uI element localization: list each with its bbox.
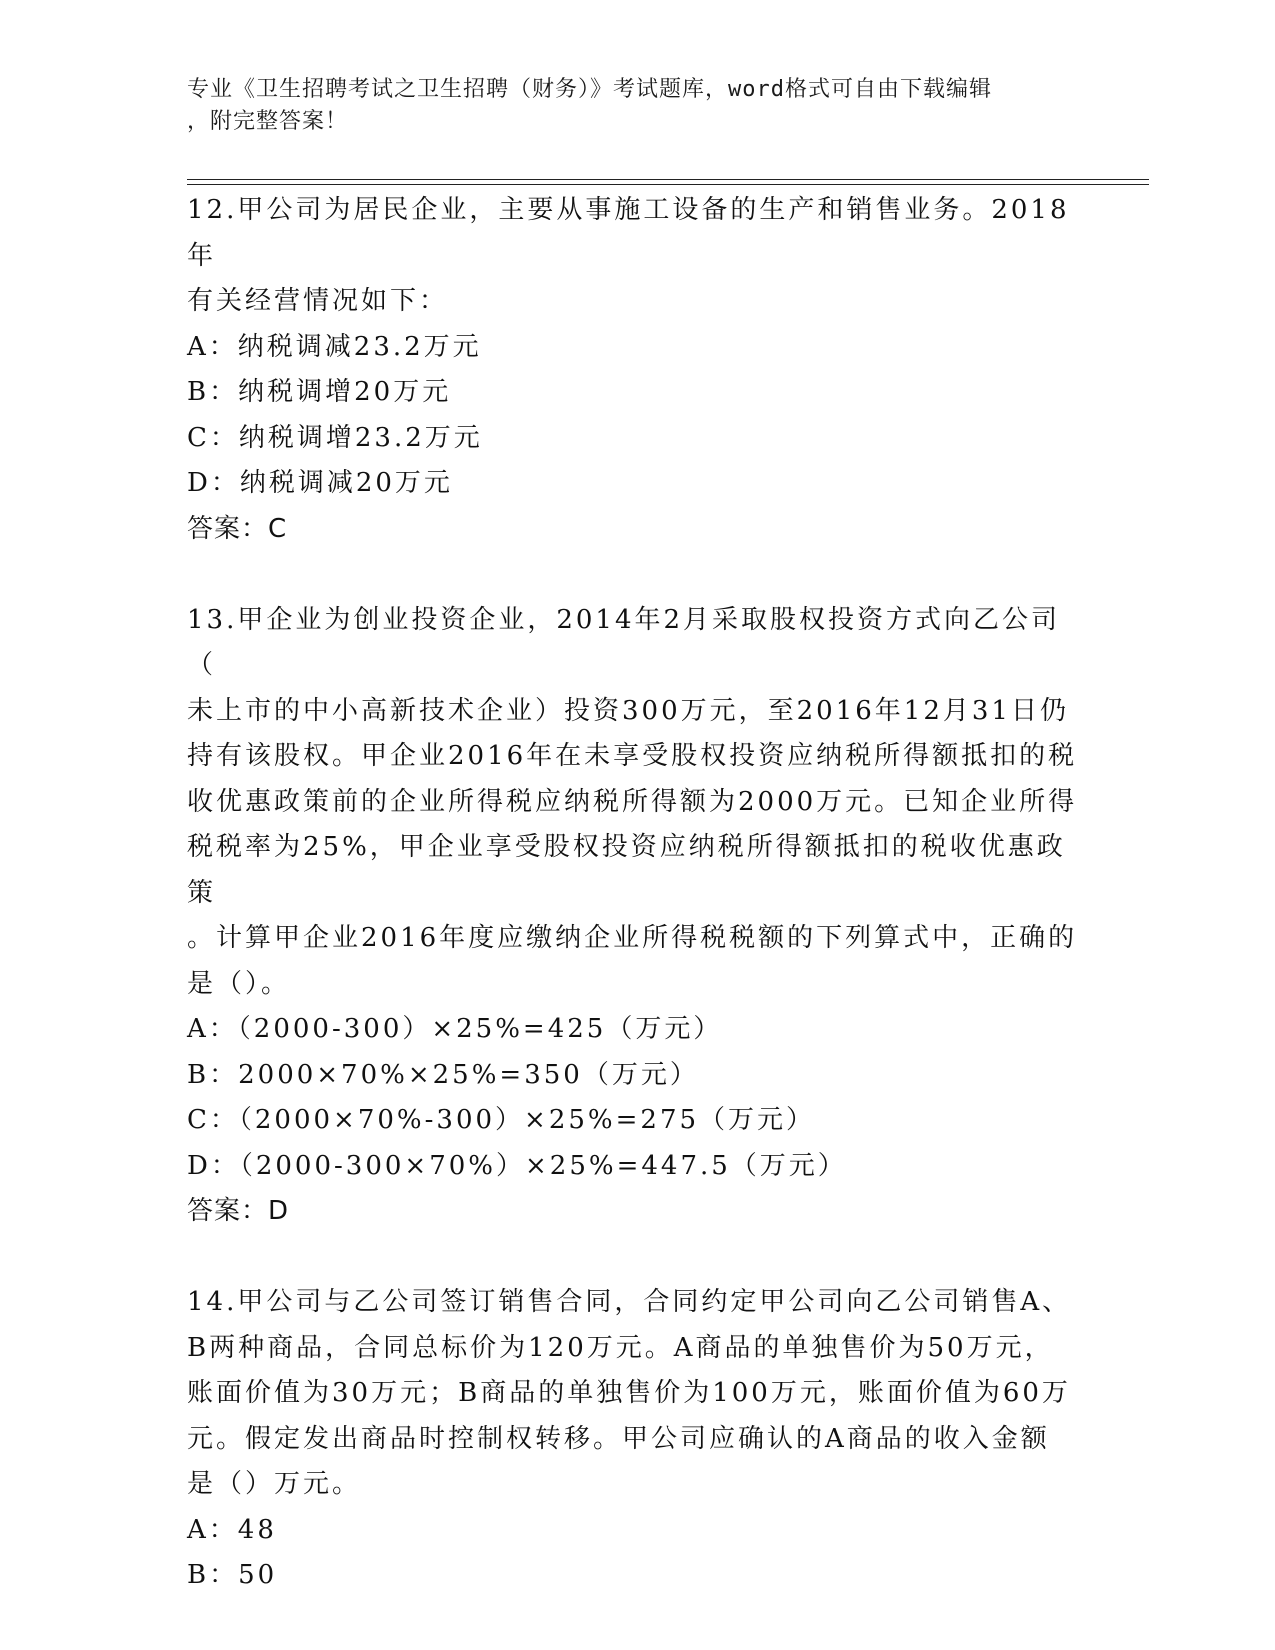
question-stem-line: 是（）。	[187, 968, 291, 999]
header-line-2: ，附完整答案！	[187, 109, 349, 134]
question-spacer	[187, 1235, 1087, 1281]
question-stem-line: 元。假定发出商品时控制权转移。甲公司应确认的A商品的收入金额	[187, 1423, 1050, 1454]
header-divider-bottom	[187, 184, 1149, 185]
option-b: B：50	[187, 1560, 278, 1590]
option-a: A：纳税调减23.2万元	[187, 331, 482, 362]
question-stem-line: 。计算甲企业2016年度应缴纳企业所得税税额的下列算式中，正确的	[187, 923, 1078, 953]
question-spacer	[187, 552, 1087, 598]
option-d: D：纳税调减20万元	[187, 468, 453, 498]
question-stem-line: 13.甲企业为创业投资企业，2014年2月采取股权投资方式向乙公司（	[187, 604, 1061, 680]
option-a: A：48	[187, 1514, 277, 1545]
option-d: D：（2000-300×70%）×25%=447.5（万元）	[187, 1150, 847, 1181]
question-list	[187, 188, 1087, 1599]
header-divider-top	[187, 179, 1149, 180]
question-stem-line: 有关经营情况如下：	[187, 286, 449, 316]
question-13	[187, 598, 1087, 1235]
header-line-1: 专业《卫生招聘考试之卫生招聘（财务）》考试题库，word格式可自由下载编辑	[187, 77, 992, 102]
option-a: A：（2000-300）×25%=425（万元）	[187, 1014, 723, 1044]
option-c: C：纳税调增23.2万元	[187, 422, 483, 453]
question-stem-line: 是（）万元。	[187, 1469, 362, 1499]
option-b: B：2000×70%×25%=350（万元）	[187, 1059, 699, 1090]
question-12	[187, 188, 1087, 552]
question-stem-line: 税税率为25%，甲企业享受股权投资应纳税所得额抵扣的税收优惠政策	[187, 832, 1066, 908]
question-stem-line: 账面价值为30万元；B商品的单独售价为100万元，账面价值为60万	[187, 1378, 1071, 1408]
question-14	[187, 1280, 1087, 1599]
answer-line: 答案：C	[187, 513, 288, 544]
option-c: C：（2000×70%-300）×25%=275（万元）	[187, 1105, 816, 1135]
question-stem-line: 持有该股权。甲企业2016年在未享受股权投资应纳税所得额抵扣的税	[187, 741, 1078, 771]
question-stem-line: 14.甲公司与乙公司签订销售合同，合同约定甲公司向乙公司销售A、	[187, 1287, 1072, 1317]
option-b: B：纳税调增20万元	[187, 377, 452, 407]
answer-line: 答案：D	[187, 1196, 290, 1226]
question-stem-line: 未上市的中小高新技术企业）投资300万元，至2016年12月31日仍	[187, 695, 1069, 726]
question-stem-line: 12.甲公司为居民企业，主要从事施工设备的生产和销售业务。2018年	[187, 195, 1070, 271]
document-header	[187, 74, 1067, 138]
question-stem-line: 收优惠政策前的企业所得税应纳税所得额为2000万元。已知企业所得	[187, 786, 1078, 817]
question-stem-line: B两种商品，合同总标价为120万元。A商品的单独售价为50万元，	[187, 1332, 1054, 1363]
